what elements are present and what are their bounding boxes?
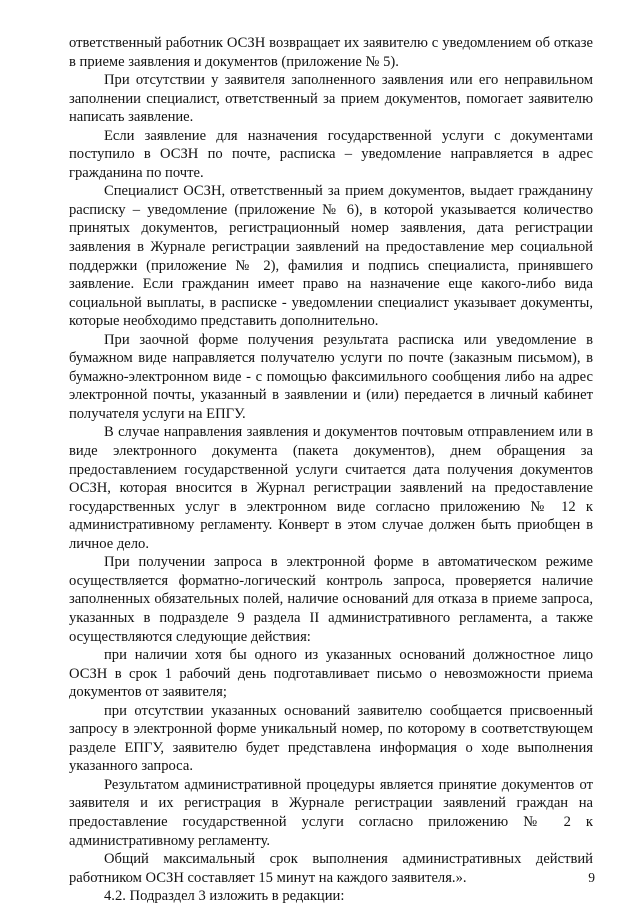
paragraph-max-duration: Общий максимальный срок выполнения административных действий работником ОСЗН составляет 15 минут на каждого заявителя.». [69, 851, 593, 886]
paragraph-postal-application: Если заявление для назначения государственной услуги с документами поступило в ОСЗН по почте, расписка – уведомление направляется в адрес гражданина по почте. [69, 127, 593, 181]
document-body [69, 34, 593, 906]
paragraph-receipt-notice: Специалист ОСЗН, ответственный за прием документов, выдает гражданину расписку – уведомление (приложение № 6), в которой указывается количество принятых документов, регистрационный номер заявления, дата регистрации заявления в Журнале регистрации заявлений на предоставление мер социальной поддержки (приложение № 2), фамилия и подпись специалиста, принявшего заявление. Если гражданин имеет право на назначение еще какого-либо вида социальной выплаты, в расписке - уведомлении специалист указывает документы, которые необходимо представить дополнительно. [69, 183, 593, 330]
page-number: 9 [588, 870, 595, 885]
paragraph-procedure-result: Результатом административной процедуры является принятие документов от заявителя и их регистрация в Журнале регистрации заявлений граждан на предоставление государственной услуги согласно приложению № 2 к административному регламенту. [69, 776, 593, 849]
paragraph-return-documents: ответственный работник ОСЗН возвращает их заявителю с уведомлением об отказе в приеме заявления и документов (приложение № 5). [69, 35, 593, 70]
paragraph-grounds-absent: при отсутствии указанных оснований заявителю сообщается присвоенный запросу в электронной форме уникальный номер, по которому в соответствующем разделе ЕПГУ, заявителю будет представлена информация о ходе выполнения указанного запроса. [69, 702, 593, 775]
paragraph-no-application: При отсутствии у заявителя заполненного заявления или его неправильном заполнении специалист, ответственный за прием документов, помогает заявителю написать заявление. [69, 72, 593, 126]
paragraph-postal-date: В случае направления заявления и документов почтовым отправлением или в виде электронного документа (пакета документов), днем обращения за предоставлением государственной услуги считается дата получения документов ОСЗН, которая вносится в Журнал регистрации заявлений на предоставление государственных услуг в электронном виде согласно приложению № 12 к административному регламенту. Конверт в этом случае должен быть приобщен в личное дело. [69, 424, 593, 552]
paragraph-electronic-request: При получении запроса в электронной форме в автоматическом режиме осуществляется форматно-логический контроль запроса, проверяется наличие заполненных обязательных полей, наличие оснований для отказа в приеме запроса, указанных в подразделе 9 раздела II административного регламента, а также осуществляются следующие действия: [69, 554, 593, 645]
paragraph-grounds-present: при наличии хотя бы одного из указанных оснований должностное лицо ОСЗН в срок 1 рабочий день подготавливает письмо о невозможности приема документов от заявителя; [69, 647, 593, 701]
paragraph-remote-result: При заочной форме получения результата расписка или уведомление в бумажном виде направляется получателю услуги по почте (заказным письмом), в бумажно-электронном виде - с помощью факсимильного сообщения либо на адрес электронной почты, указанный в заявлении и (или) передается в личный кабинет получателя услуги на ЕПГУ. [69, 331, 593, 422]
paragraph-subsection-amendment: 4.2. Подраздел 3 изложить в редакции: [104, 888, 345, 905]
